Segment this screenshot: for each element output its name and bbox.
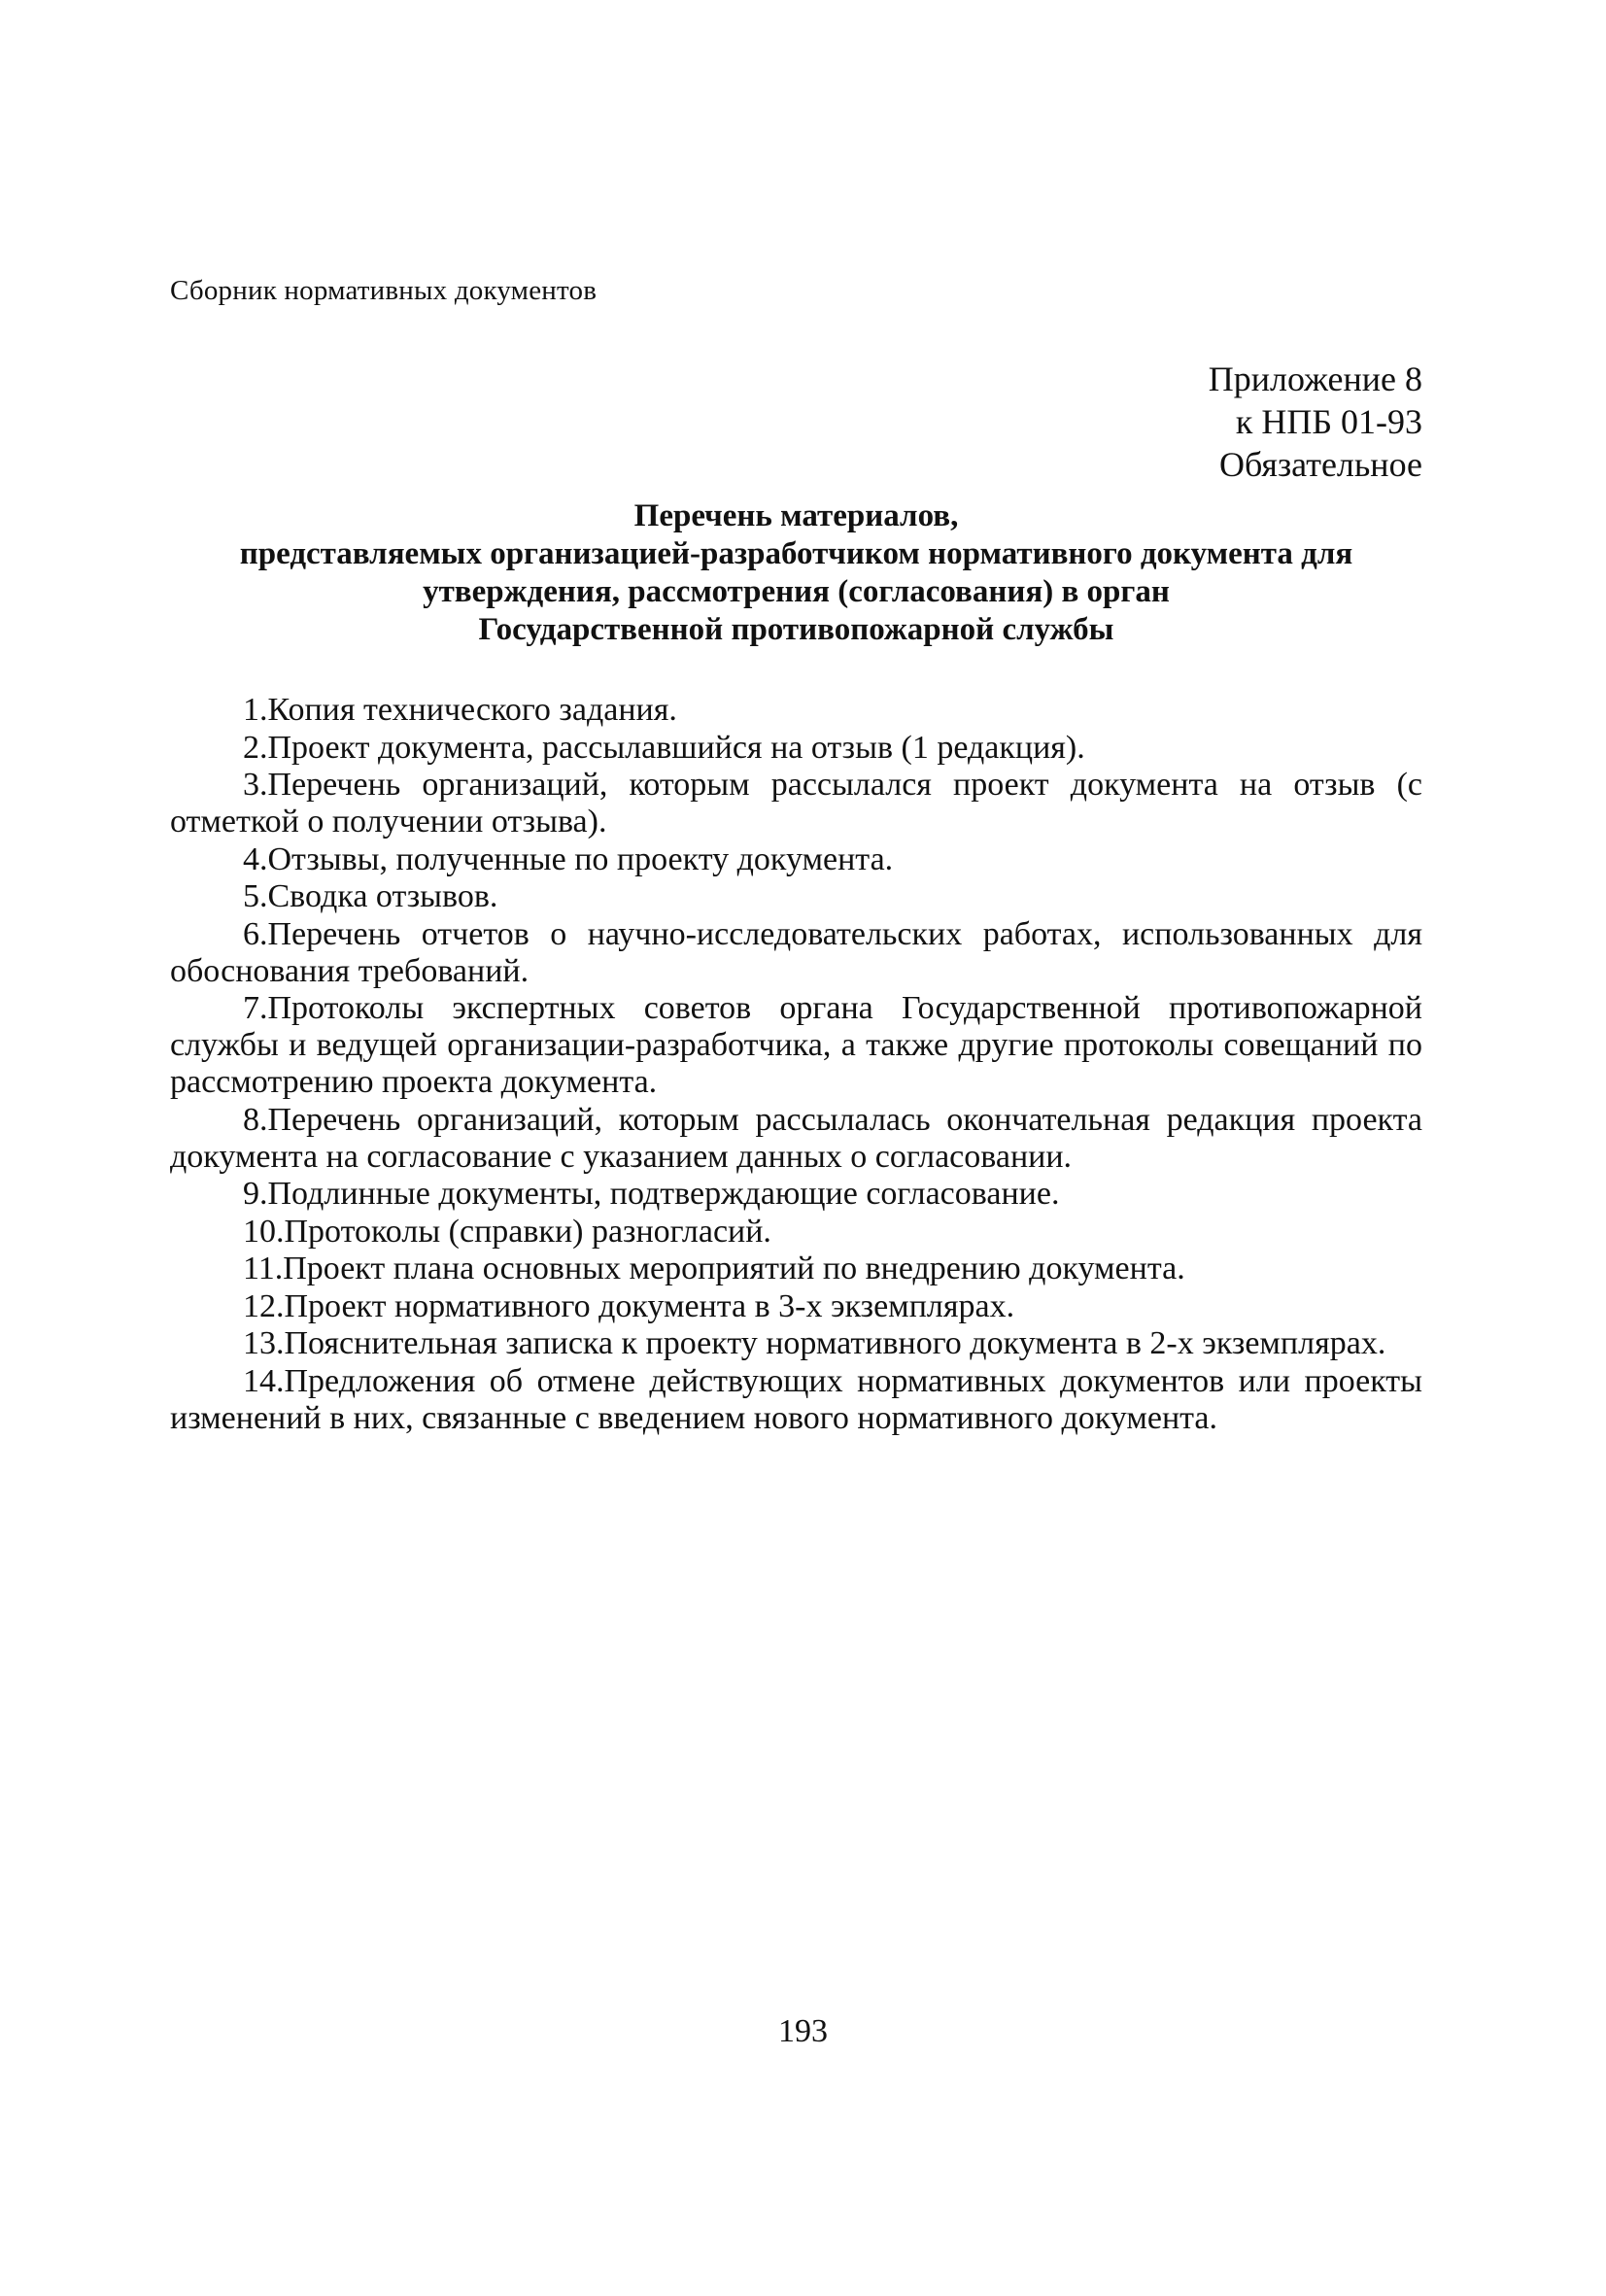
appendix-label (1209, 358, 1422, 486)
title-line-4: Государственной противопожарной службы (478, 612, 1114, 647)
materials-list (170, 692, 1422, 1437)
list-item: 13.Пояснительная записка к проекту нормативного документа в 2-х экземплярах. (243, 1325, 1386, 1361)
list-item: 2.Проект документа, рассылавшийся на отзыв (1 редакция). (243, 729, 1085, 766)
appendix-status: Обязательное (1218, 445, 1422, 484)
list-item: 7.Протоколы экспертных советов органа Государственной противопожарной службы и ведущей организации-разработчика, а также другие протоколы совещаний по рассмотрению проекта документа. (170, 990, 1422, 1100)
list-item: 6.Перечень отчетов о научно-исследовательских работах, использованных для обоснования требований. (170, 915, 1422, 989)
title-line-3: утверждения, рассмотрения (согласования) в орган (423, 574, 1170, 609)
list-item: 10.Протоколы (справки) разногласий. (243, 1213, 771, 1250)
running-header: Сборник нормативных документов (170, 275, 598, 306)
appendix-number: Приложение 8 (1208, 360, 1422, 398)
list-item: 1.Копия технического задания. (243, 692, 677, 728)
list-item: 12.Проект нормативного документа в 3-х экземплярах. (243, 1287, 1015, 1324)
list-item: 14.Предложения об отмене действующих нормативных документов или проекты изменений в них, связанные с введением нового нормативного документа. (170, 1362, 1422, 1436)
list-item: 11.Проект плана основных мероприятий по внедрению документа. (243, 1251, 1185, 1286)
list-item: 3.Перечень организаций, которым рассылался проект документа на отзыв (с отметкой о получении отзыва). (170, 767, 1422, 840)
title-line-2: представляемых организацией-разработчиком нормативного документа для (239, 536, 1353, 571)
list-item: 5.Сводка отзывов. (243, 878, 498, 914)
document-title (170, 497, 1422, 649)
list-item: 4.Отзывы, полученные по проекту документа. (243, 840, 894, 877)
list-item: 9.Подлинные документы, подтверждающие согласование. (243, 1176, 1060, 1212)
page-number: 193 (778, 2013, 828, 2049)
appendix-reference: к НПБ 01-93 (1235, 402, 1422, 441)
list-item: 8.Перечень организаций, которым рассылалась окончательная редакция проекта документа на согласование с указанием данных о согласовании. (170, 1101, 1422, 1175)
title-line-1: Перечень материалов, (633, 498, 959, 533)
